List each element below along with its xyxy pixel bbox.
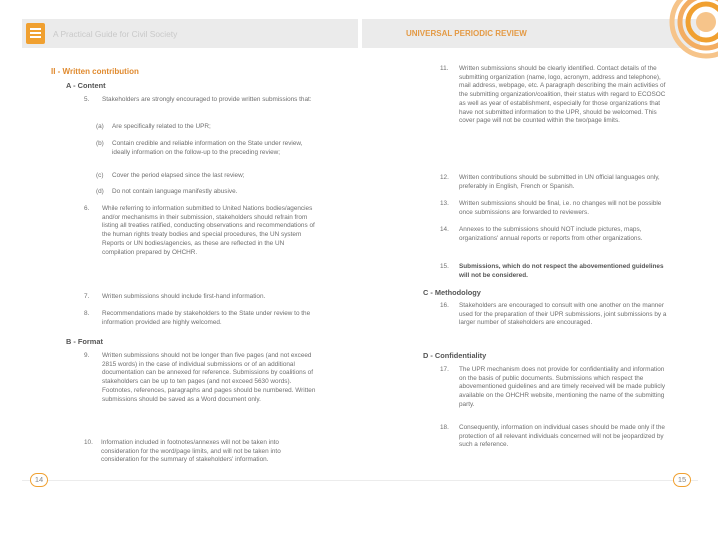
- paragraph-11: [440, 65, 668, 126]
- subitem-label: (c): [96, 172, 104, 179]
- paragraph-7: [84, 293, 316, 302]
- paragraph-5: [84, 96, 316, 105]
- paragraph-number: 16.: [440, 302, 449, 309]
- subitem-text: Cover the period elapsed since the last review;: [112, 172, 245, 179]
- right-page: [360, 0, 720, 540]
- left-header-title: A Practical Guide for Civil Society: [53, 29, 178, 39]
- paragraph-number: 9.: [84, 352, 90, 359]
- paragraph-17: [440, 366, 668, 410]
- subitem-c: [96, 172, 310, 181]
- paragraph-number: 12.: [440, 174, 449, 181]
- paragraph-10: [84, 439, 316, 465]
- methodology-heading: C - Methodology: [423, 288, 481, 297]
- paragraph-number: 17.: [440, 366, 449, 373]
- subitem-d: [96, 188, 310, 197]
- paragraph-18: [440, 424, 668, 450]
- paragraph-text: Written contributions should be submitted in UN official languages only, preferably in English, French or Spanish.: [459, 174, 660, 190]
- paragraph-text: Written submissions should not be longer than five pages (and not exceed 2815 words) in the case of individual submissions or of an additional documentation can be annexed for reference. Submissions by coalitions of stakeholders can be up to ten pages (and not exceed 5630 words). Footnotes, references, paragraphs and pages should be numbered. Written submissions should be saved as a Word document only.: [102, 352, 316, 403]
- decorative-swirl-icon: [648, 0, 718, 60]
- right-header-title: UNIVERSAL PERIODIC REVIEW: [406, 29, 527, 38]
- book-icon: [26, 23, 45, 44]
- confidentiality-heading: D - Confidentiality: [423, 351, 487, 360]
- paragraph-15: [440, 263, 668, 280]
- paragraph-text: Annexes to the submissions should NOT include pictures, maps, organizations' annual reports or reports from other organizations.: [459, 226, 643, 242]
- paragraph-text: Consequently, information on individual cases should be made only if the protection of all relevant individuals concerned will not be jeopardized by such a reference.: [459, 424, 665, 449]
- paragraph-16: [440, 302, 668, 328]
- paragraph-text: Stakeholders are strongly encouraged to provide written submissions that:: [102, 96, 312, 103]
- paragraph-text: Information included in footnotes/annexes will not be taken into consideration for the word/page limits, and will not be taken into consideration for the summary of stakeholders' information.: [101, 439, 281, 464]
- paragraph-number: 11.: [440, 65, 449, 72]
- left-page-number: 14: [30, 473, 48, 487]
- paragraph-8: [84, 310, 316, 327]
- subitem-text: Contain credible and reliable information on the State under review, ideally information on the follow-up to the preceding review;: [112, 140, 303, 156]
- paragraph-6: [84, 205, 316, 257]
- paragraph-text: Recommendations made by stakeholders to the State under review to the information provided are highly welcomed.: [102, 310, 311, 326]
- subitem-label: (d): [96, 188, 104, 195]
- left-footer-line: [22, 480, 360, 481]
- paragraph-text: Written submissions should include first-hand information.: [102, 293, 266, 300]
- paragraph-text: Written submissions should be final, i.e. no changes will not be possible once submissions are forwarded to reviewers.: [459, 200, 662, 216]
- subitem-label: (a): [96, 123, 104, 130]
- paragraph-text: While referring to information submitted to United Nations bodies/agencies and/or mechanisms in their submission, stakeholders should refrain from listing all treaties ratified, conducting observations and recommendations of the human rights treaty bodies and special procedures, the UN system Reports or UN bodies/agencies, as these are reflected in the UN compilation prepared by OHCHR.: [102, 205, 315, 256]
- subitem-label: (b): [96, 140, 104, 147]
- format-heading: B - Format: [66, 337, 103, 346]
- paragraph-number: 15.: [440, 263, 449, 270]
- paragraph-9: [84, 352, 316, 404]
- paragraph-number: 8.: [84, 310, 90, 317]
- paragraph-number: 6.: [84, 205, 90, 212]
- paragraph-number: 18.: [440, 424, 449, 431]
- subitem-text: Do not contain language manifestly abusive.: [112, 188, 238, 195]
- paragraph-text: The UPR mechanism does not provide for confidentiality and information on the basis of public documents. Submissions which respect the abovementioned guidelines and are timely received will be made publicly available on the OHCHR website, mentioning the name of the submitting party.: [459, 366, 666, 408]
- paragraph-13: [440, 200, 668, 217]
- paragraph-12: [440, 174, 668, 191]
- paragraph-number: 7.: [84, 293, 90, 300]
- section-title-written-contribution: II - Written contribution: [51, 67, 139, 76]
- content-heading: A - Content: [66, 81, 106, 90]
- paragraph-number: 14.: [440, 226, 449, 233]
- right-footer-line: [360, 480, 698, 481]
- subitem-b: [96, 140, 310, 157]
- paragraph-14: [440, 226, 668, 243]
- paragraph-text: Stakeholders are encouraged to consult with one another on the manner used for the preparation of their UPR submissions, joint submissions by a larger number of stakeholders are encouraged.: [459, 302, 667, 327]
- right-page-number: 15: [673, 473, 691, 487]
- paragraph-number: 13.: [440, 200, 449, 207]
- paragraph-text: Submissions, which do not respect the abovementioned guidelines will not be considered.: [459, 263, 664, 279]
- subitem-a: [96, 123, 310, 132]
- paragraph-number: 5.: [84, 96, 90, 103]
- paragraph-text: Written submissions should be clearly identified. Contact details of the submitting organization (name, logo, acronym, address and telephone), mail address, webpage, etc. A paragraph describing the main activities of the submitting organization/coalition, their status with regard to ECOSOC as well as year of establishment, especially for those organizations that have not submitted information to the UPR, should be welcomed. This cover page will not be counted within the two/page limits.: [459, 65, 666, 125]
- paragraph-number: 10.: [84, 439, 93, 446]
- subitem-text: Are specifically related to the UPR;: [112, 123, 211, 130]
